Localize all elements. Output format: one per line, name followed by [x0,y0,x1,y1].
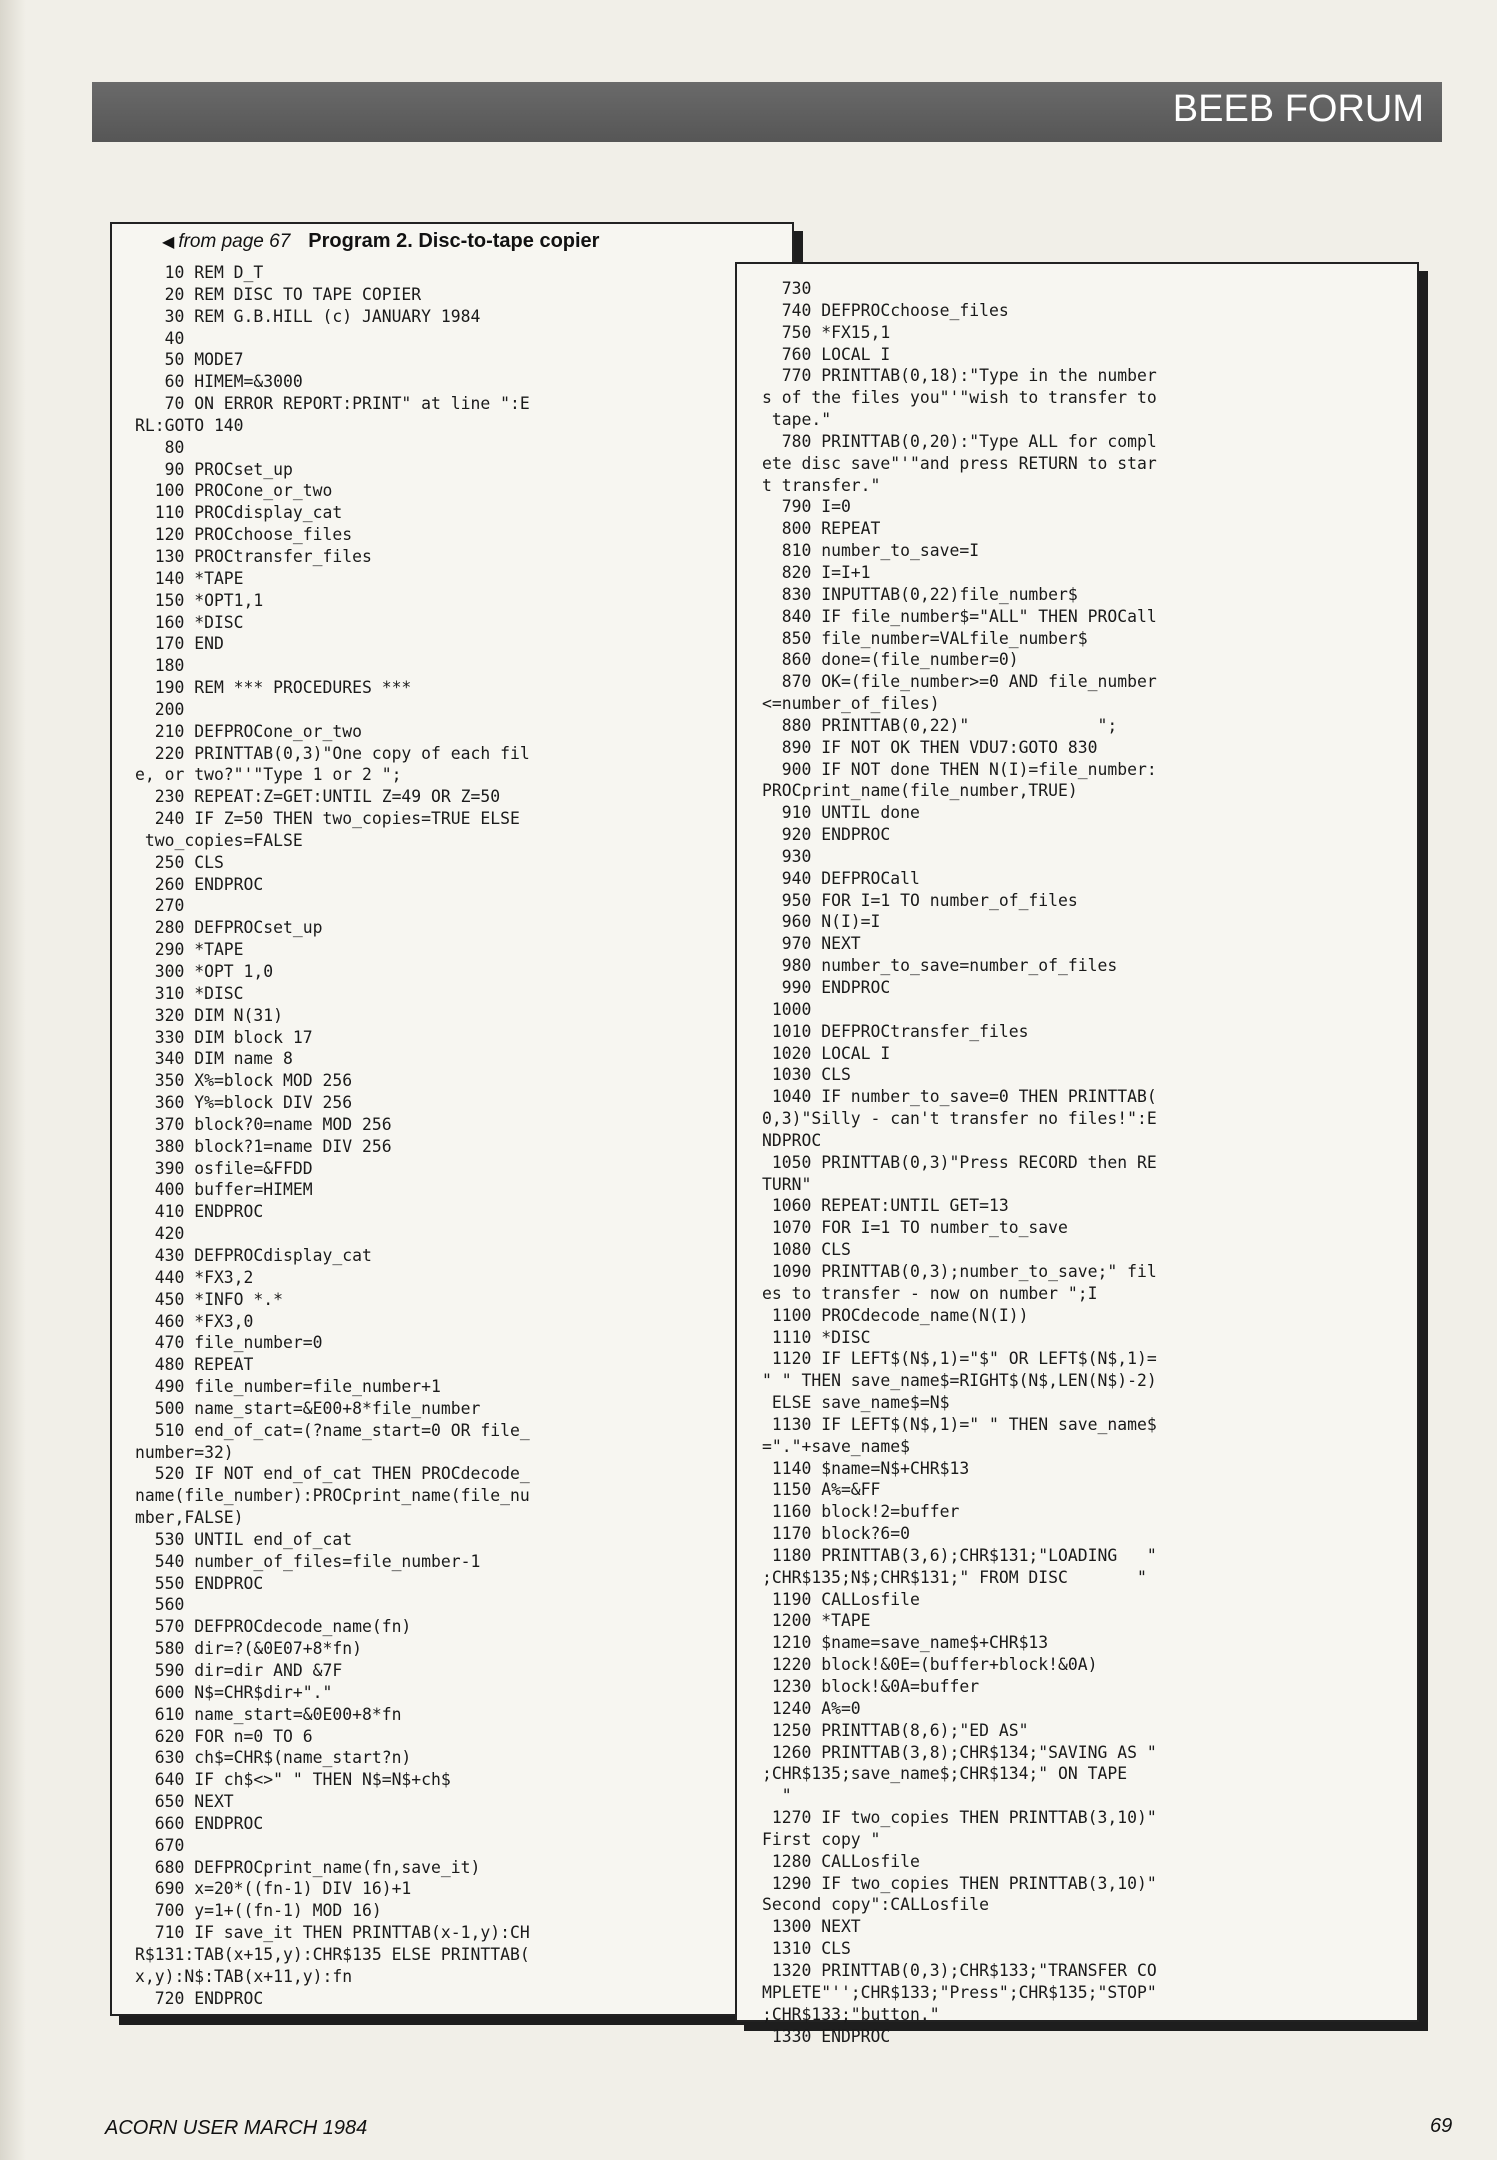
code-line: 1050 PRINTTAB(0,3)"Press RECORD then RE [762,1152,1157,1172]
section-title: BEEB FORUM [1172,88,1424,130]
code-line: 620 FOR n=0 TO 6 [135,1726,313,1746]
code-listing-left [135,262,530,2010]
code-line: 100 PROCone_or_two [135,481,333,501]
code-line: 770 PRINTTAB(0,18):"Type in the number [762,366,1157,386]
page-number: 69 [1430,2115,1453,2137]
code-line: Second copy":CALLosfile [762,1895,989,1915]
code-line: 140 *TAPE [135,568,244,588]
code-line: 250 CLS [135,852,224,872]
code-line: 810 number_to_save=I [762,541,980,561]
code-line: 0,3)"Silly - can't transfer no files!":E [762,1109,1157,1129]
from-page-link[interactable]: from page 67 [178,231,291,252]
code-line: 1080 CLS [762,1240,851,1260]
code-line: 440 *FX3,2 [135,1267,254,1287]
code-line: 300 *OPT 1,0 [135,962,274,981]
code-line: 1240 A%=0 [762,1698,861,1718]
code-line: 610 name_start=&0E00+8*fn [135,1704,402,1724]
code-line: 850 file_number=VALfile_number$ [762,628,1088,648]
code-line: 190 REM *** PROCEDURES *** [135,678,412,698]
code-line: 1320 PRINTTAB(0,3);CHR$133;"TRANSFER CO [762,1960,1157,1980]
code-line: 890 IF NOT OK THEN VDU7:GOTO 830 [762,737,1098,757]
code-line: 650 NEXT [135,1792,234,1812]
code-line: 1000 [762,999,812,1019]
code-line: " [762,1786,792,1806]
code-line: RL:GOTO 140 [135,415,244,435]
program-title: Program 2. Disc-to-tape copier [308,230,600,252]
code-line: 170 END [135,634,224,654]
code-line: 400 buffer=HIMEM [135,1180,313,1200]
code-line: 240 IF Z=50 THEN two_copies=TRUE ELSE [135,809,520,829]
code-line: 1200 *TAPE [762,1611,871,1631]
code-line: 1280 CALLosfile [762,1851,920,1871]
code-line: First copy " [762,1829,881,1849]
code-line: 1020 LOCAL I [762,1043,891,1063]
code-line: 450 *INFO *.* [135,1289,284,1309]
code-line: 780 PRINTTAB(0,20):"Type ALL for compl [762,431,1157,451]
code-line: mber,FALSE) [135,1508,244,1528]
code-line: 280 DEFPROCset_up [135,918,323,938]
code-line: 820 I=I+1 [762,562,871,582]
code-line: 1230 block!&0A=buffer [762,1677,980,1696]
code-line: MPLETE"'';CHR$133;"Press";CHR$135;"STOP" [762,1982,1157,2002]
code-line: 180 [135,656,185,676]
code-line: 1130 IF LEFT$(N$,1)=" " THEN save_name$ [762,1414,1157,1434]
code-listing-right [762,278,1157,2047]
code-line: 690 x=20*((fn-1) DIV 16)+1 [135,1879,412,1899]
code-line: 1170 block?6=0 [762,1524,911,1544]
code-line: 480 REPEAT [135,1355,254,1375]
code-line: 680 DEFPROCprint_name(fn,save_it) [135,1857,481,1877]
code-line: 1270 IF two_copies THEN PRINTTAB(3,10)" [762,1808,1157,1828]
listing-panel-right [735,262,1419,2046]
code-line: tape." [762,410,832,430]
code-line: 410 ENDPROC [135,1202,264,1222]
code-line: 1090 PRINTTAB(0,3);number_to_save;" fil [762,1261,1157,1281]
code-line: 710 IF save_it THEN PRINTTAB(x-1,y):CH [135,1923,530,1943]
code-line: 150 *OPT1,1 [135,590,264,610]
code-line: two_copies=FALSE [135,830,303,850]
code-line: 310 *DISC [135,983,244,1003]
code-line: 1290 IF two_copies THEN PRINTTAB(3,10)" [762,1873,1157,1893]
code-line: 20 REM DISC TO TAPE COPIER [135,284,422,304]
code-line: PROCprint_name(file_number,TRUE) [762,781,1078,801]
code-line: <=number_of_files) [762,694,940,714]
code-line: TURN" [762,1174,812,1194]
listing-heading [162,230,782,264]
code-line: 700 y=1+((fn-1) MOD 16) [135,1901,382,1921]
code-line: 630 ch$=CHR$(name_start?n) [135,1748,412,1768]
code-line: 1190 CALLosfile [762,1589,920,1609]
code-line: 40 [135,328,185,348]
code-line: 980 number_to_save=number_of_files [762,956,1118,976]
code-line: 880 PRINTTAB(0,22)" "; [762,715,1118,735]
code-line: 490 file_number=file_number+1 [135,1377,441,1397]
code-line: 160 *DISC [135,612,244,632]
code-line: e, or two?"'"Type 1 or 2 "; [135,765,402,785]
code-line: 90 PROCset_up [135,459,293,479]
code-line: 500 name_start=&E00+8*file_number [135,1398,481,1418]
left-triangle-icon: ◀ [162,234,175,251]
code-line: 1220 block!&0E=(buffer+block!&0A) [762,1655,1098,1675]
code-line: 230 REPEAT:Z=GET:UNTIL Z=49 OR Z=50 [135,787,501,807]
code-line: 920 ENDPROC [762,825,891,845]
code-line: 670 [135,1835,185,1855]
code-line: ;CHR$135;N$;CHR$131;" FROM DISC " [762,1567,1147,1587]
code-line: 910 UNTIL done [762,803,920,823]
code-line: 530 UNTIL end_of_cat [135,1529,353,1549]
code-line: NDPROC [762,1130,822,1150]
code-line: 870 OK=(file_number>=0 AND file_number [762,672,1157,692]
code-line: 900 IF NOT done THEN N(I)=file_number: [762,759,1157,779]
code-line: 660 ENDPROC [135,1813,264,1833]
code-line: 570 DEFPROCdecode_name(fn) [135,1617,412,1637]
code-line: 80 [135,437,185,457]
code-line: 1060 REPEAT:UNTIL GET=13 [762,1196,1009,1216]
listing-panel-left [110,222,794,2016]
code-line: 590 dir=dir AND &7F [135,1661,343,1680]
code-line: 200 [135,699,185,719]
code-line: 220 PRINTTAB(0,3)"One copy of each fil [135,743,530,763]
code-line: 580 dir=?(&0E07+8*fn) [135,1639,362,1659]
code-line: 1160 block!2=buffer [762,1502,960,1522]
code-line: 1250 PRINTTAB(8,6);"ED AS" [762,1720,1029,1740]
code-line: 370 block?0=name MOD 256 [135,1114,392,1134]
code-line: t transfer." [762,475,881,495]
code-line: x,y):N$:TAB(x+11,y):fn [135,1966,353,1986]
code-line: name(file_number):PROCprint_name(file_nu [135,1486,530,1506]
code-line: ELSE save_name$=N$ [762,1393,950,1413]
code-line: es to transfer - now on number ";I [762,1283,1098,1303]
code-line: 1180 PRINTTAB(3,6);CHR$131;"LOADING " [762,1545,1157,1565]
code-line: 1010 DEFPROCtransfer_files [762,1021,1029,1041]
code-line: 990 ENDPROC [762,978,891,997]
code-line: 330 DIM block 17 [135,1027,313,1047]
code-line: number=32) [135,1442,234,1462]
code-line: 470 file_number=0 [135,1333,323,1353]
code-line: 540 number_of_files=file_number-1 [135,1551,481,1571]
code-line: ;CHR$135;save_name$;CHR$134;" ON TAPE [762,1764,1128,1784]
code-line: 640 IF ch$<>" " THEN N$=N$+ch$ [135,1770,451,1790]
code-line: 290 *TAPE [135,940,244,960]
code-line: 210 DEFPROCone_or_two [135,721,362,741]
code-line: 380 block?1=name DIV 256 [135,1136,392,1156]
code-line: 1310 CLS [762,1939,851,1959]
code-line: 600 N$=CHR$dir+"." [135,1682,333,1702]
code-line: 420 [135,1224,185,1244]
code-line: 950 FOR I=1 TO number_of_files [762,890,1078,910]
code-line: 1150 A%=&FF [762,1480,881,1500]
code-line: " " THEN save_name$=RIGHT$(N$,LEN(N$)-2) [762,1371,1157,1391]
code-line: 840 IF file_number$="ALL" THEN PROCall [762,606,1157,626]
code-line: 50 MODE7 [135,350,244,370]
code-line: 1110 *DISC [762,1327,871,1347]
page-gutter [0,0,26,2160]
code-line: 520 IF NOT end_of_cat THEN PROCdecode_ [135,1464,530,1484]
code-line: 340 DIM name 8 [135,1049,293,1069]
code-line: 970 NEXT [762,934,861,954]
magazine-footer: ACORN USER MARCH 1984 [105,2117,368,2139]
code-line: 260 ENDPROC [135,874,264,894]
code-line: 10 REM D_T [135,263,264,282]
code-line: 110 PROCdisplay_cat [135,503,343,523]
code-line: 940 DEFPROCall [762,868,920,888]
code-line: 460 *FX3,0 [135,1311,254,1331]
code-line: 800 REPEAT [762,519,881,539]
section-header-bar [92,82,1442,142]
code-line: 70 ON ERROR REPORT:PRINT" at line ":E [135,394,530,414]
code-line: 1210 $name=save_name$+CHR$13 [762,1633,1049,1653]
code-line: 350 X%=block MOD 256 [135,1071,353,1091]
code-line: 860 done=(file_number=0) [762,650,1019,670]
code-line: 830 INPUTTAB(0,22)file_number$ [762,584,1078,604]
code-line: R$131:TAB(x+15,y):CHR$135 ELSE PRINTTAB( [135,1944,530,1964]
code-line: 1120 IF LEFT$(N$,1)="$" OR LEFT$(N$,1)= [762,1349,1157,1369]
code-line: 1140 $name=N$+CHR$13 [762,1458,970,1478]
code-line: 740 DEFPROCchoose_files [762,300,1009,320]
code-line: 560 [135,1595,185,1615]
code-line: 430 DEFPROCdisplay_cat [135,1245,372,1265]
code-line: ;CHR$133;"button." [762,2004,940,2024]
code-line: 60 HIMEM=&3000 [135,372,303,392]
code-line: 1030 CLS [762,1065,851,1085]
code-line: 510 end_of_cat=(?name_start=0 OR file_ [135,1420,530,1440]
code-line: 390 osfile=&FFDD [135,1158,313,1178]
code-line: 930 [762,846,812,866]
code-line: 360 Y%=block DIV 256 [135,1093,353,1113]
code-line: ete disc save"'"and press RETURN to star [762,453,1157,473]
code-line: ="."+save_name$ [762,1436,911,1456]
code-line: 730 [762,279,812,298]
code-line: s of the files you"'"wish to transfer to [762,388,1157,408]
code-line: 1260 PRINTTAB(3,8);CHR$134;"SAVING AS " [762,1742,1157,1762]
code-line: 960 N(I)=I [762,912,881,932]
code-line: 1100 PROCdecode_name(N(I)) [762,1305,1029,1325]
code-line: 720 ENDPROC [135,1988,264,2008]
code-line: 120 PROCchoose_files [135,525,353,545]
code-line: 550 ENDPROC [135,1573,264,1593]
code-line: 790 I=0 [762,497,851,517]
code-line: 1300 NEXT [762,1917,861,1937]
code-line: 130 PROCtransfer_files [135,546,372,566]
code-line: 760 LOCAL I [762,344,891,364]
code-line: 1040 IF number_to_save=0 THEN PRINTTAB( [762,1087,1157,1107]
code-line: 270 [135,896,185,916]
code-line: 320 DIM N(31) [135,1005,284,1025]
code-line: 1330 ENDPROC [762,2026,891,2046]
code-line: 1070 FOR I=1 TO number_to_save [762,1218,1068,1238]
code-line: 30 REM G.B.HILL (c) JANUARY 1984 [135,306,481,326]
code-line: 750 *FX15,1 [762,322,891,342]
